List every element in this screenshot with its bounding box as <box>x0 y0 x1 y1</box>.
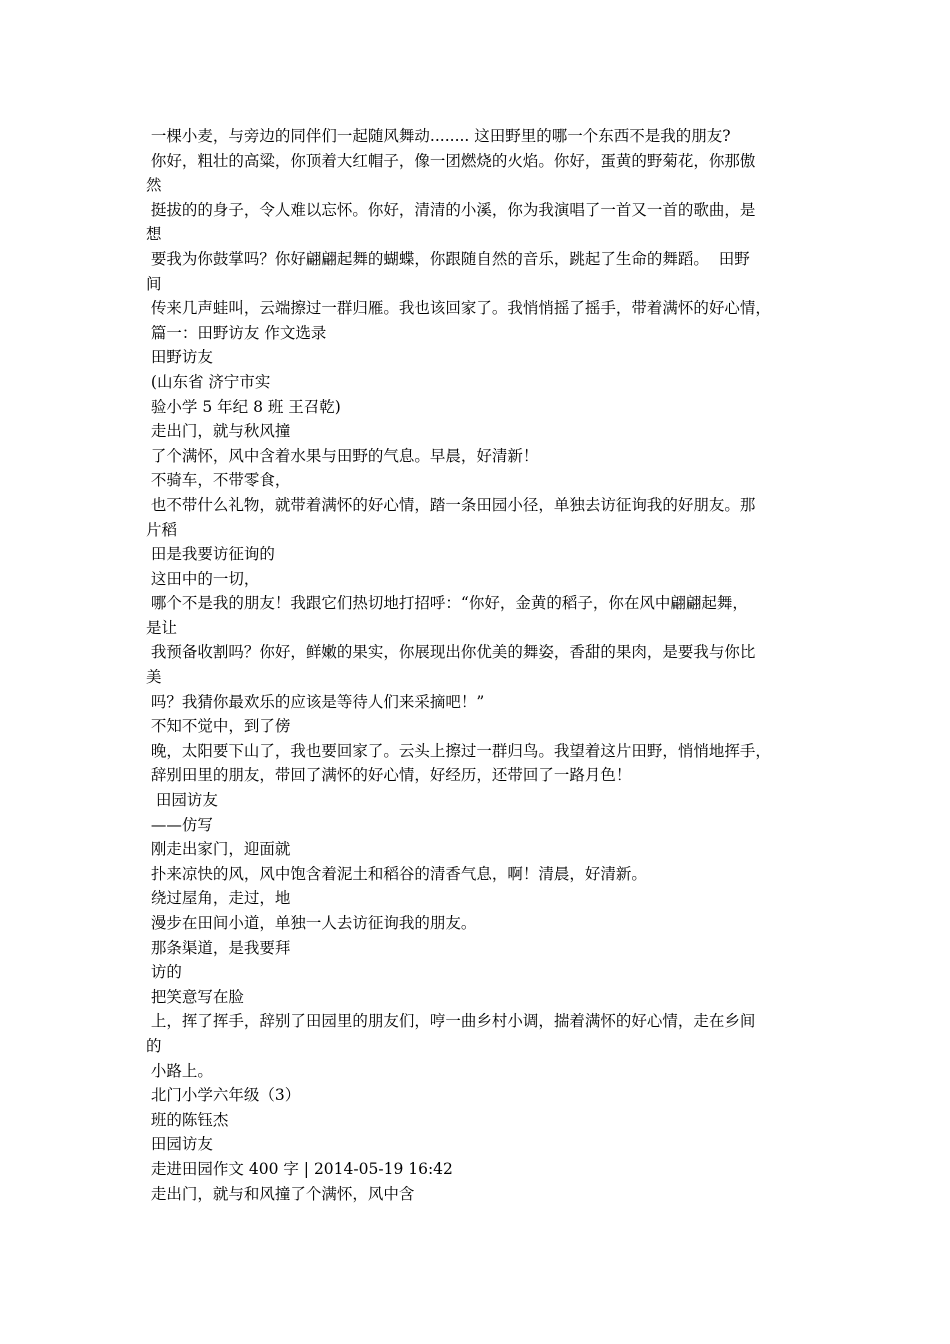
document-body <box>146 124 812 1206</box>
text-line: 传来几声蛙叫，云端擦过一群归雁。我也该回家了。我悄悄摇了摇手，带着满怀的好心情， <box>146 299 771 318</box>
text-line: 北门小学六年级（3） <box>146 1086 301 1105</box>
text-line: 晚，太阳要下山了，我也要回家了。云头上擦过一群归鸟。我望着这片田野，悄悄地挥手， <box>146 741 771 760</box>
text-line: 要我为你鼓掌吗？你好翩翩起舞的蝴蝶，你跟随自然的音乐，跳起了生命的舞蹈。 田野 <box>146 249 750 268</box>
text-line: 辞别田里的朋友，带回了满怀的好心情，好经历，还带回了一路月色！ <box>146 766 632 785</box>
text-line: 那条渠道，是我要拜 <box>146 938 291 957</box>
text-line: 小路上。 <box>146 1061 213 1080</box>
text-line: 也不带什么礼物，就带着满怀的好心情，踏一条田园小径，单独去访征询我的好朋友。那 <box>146 495 756 514</box>
text-line: 吗？我猜你最欢乐的应该是等待人们来采摘吧！” <box>146 692 485 711</box>
text-line: 把笑意写在脸 <box>146 987 244 1006</box>
text-line: ——仿写 <box>146 815 213 834</box>
text-line: 是让 <box>146 618 178 637</box>
text-line: 美 <box>146 668 162 687</box>
text-line: 哪个不是我的朋友！我跟它们热切地打招呼：“你好，金黄的稻子，你在风中翩翩起舞， <box>146 594 748 613</box>
text-line: 走进田园作文 400 字 | 2014-05-19 16:42 <box>146 1159 453 1178</box>
text-line: 漫步在田间小道，单独一人去访征询我的朋友。 <box>146 914 477 932</box>
text-line: (山东省 济宁市实 <box>146 372 271 391</box>
text-line: 田园访友 <box>146 1135 213 1154</box>
text-line: 了个满怀，风中含着水果与田野的气息。早晨，好清新！ <box>146 446 539 465</box>
text-line: 田野访友 <box>146 348 213 367</box>
text-line: 访的 <box>146 963 182 982</box>
text-line: 想 <box>146 225 162 244</box>
text-line: 验小学 5 年纪 8 班 王召乾) <box>146 397 341 416</box>
text-line: 篇一：田野访友 作文选录 <box>146 323 327 342</box>
text-line: 绕过屋角，走过，地 <box>146 889 291 908</box>
text-line: 我预备收割吗？你好，鲜嫩的果实，你展现出你优美的舞姿，香甜的果肉，是要我与你比 <box>146 643 756 662</box>
text-line: 挺拔的的身子，令人难以忘怀。你好，清清的小溪，你为我演唱了一首又一首的歌曲，是 <box>146 200 756 219</box>
text-line: 然 <box>146 176 162 195</box>
text-line: 田是我要访征询的 <box>146 545 275 564</box>
text-line: 走出门，就与秋风撞 <box>146 422 291 441</box>
text-line: 一棵小麦，与旁边的同伴们一起随风舞动........ 这田野里的哪一个东西不是我的朋友? <box>146 127 731 145</box>
text-line: 班的陈钰杰 <box>146 1110 229 1129</box>
text-line: 你好，粗壮的高粱，你顶着大红帽子，像一团燃烧的火焰。你好，蛋黄的野菊花，你那傲 <box>146 151 756 170</box>
text-line: 间 <box>146 274 162 293</box>
text-line: 刚走出家门，迎面就 <box>146 840 291 859</box>
text-line: 上，挥了挥手，辞别了田园里的朋友们，哼一曲乡村小调，揣着满怀的好心情，走在乡间 <box>146 1012 756 1031</box>
text-line: 不骑车，不带零食， <box>146 471 291 490</box>
text-line: 不知不觉中，到了傍 <box>146 717 291 736</box>
text-line: 扑来凉快的风，风中饱含着泥土和稻谷的清香气息，啊！清晨，好清新。 <box>146 864 647 883</box>
text-line: 这田中的一切， <box>146 569 260 588</box>
text-line: 走出门，就与和风撞了个满怀，风中含 <box>146 1184 415 1203</box>
text-line: 田园访友 <box>146 791 218 810</box>
text-line: 的 <box>146 1036 162 1055</box>
text-line: 片稻 <box>146 520 178 539</box>
